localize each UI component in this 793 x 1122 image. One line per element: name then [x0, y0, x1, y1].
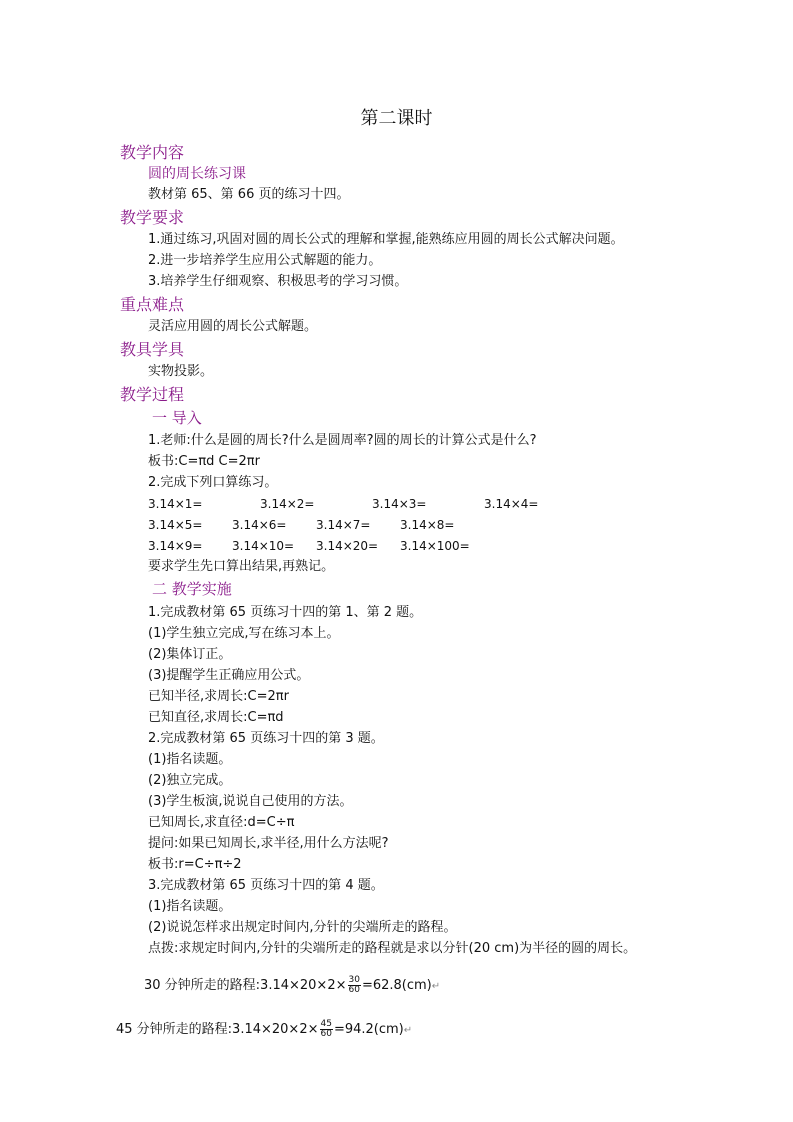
impl-line: 已知周长,求直径:d=C÷π	[148, 815, 295, 830]
intro-after: 要求学生先口算出结果,再熟记。	[148, 559, 335, 574]
impl-line: (3)学生板演,说说自己使用的方法。	[148, 794, 353, 809]
impl-line: 点拨:求规定时间内,分针的尖端所走的路程就是求以分针(20 cm)为半径的圆的周长。	[148, 941, 637, 956]
impl-line: (1)学生独立完成,写在练习本上。	[148, 626, 340, 641]
requirement-item: 1.通过练习,巩固对圆的周长公式的理解和掌握,能熟练应用圆的周长公式解决问题。	[148, 232, 624, 247]
formula-prefix: 30 分钟所走的路程:3.14×20×2×	[144, 978, 347, 993]
formula-suffix: =94.2(cm)	[333, 1022, 404, 1037]
difficulty-text: 灵活应用圆的周长公式解题。	[148, 319, 318, 334]
impl-line: 板书:r=C÷π÷2	[148, 857, 242, 872]
impl-line: (1)指名读题。	[148, 752, 232, 767]
formula-45-minutes	[116, 1020, 412, 1040]
fraction-denominator: 60	[348, 985, 360, 995]
heading-requirements: 教学要求	[120, 208, 185, 227]
return-mark-icon: ↵	[403, 1025, 413, 1036]
tools-text: 实物投影。	[148, 364, 214, 379]
impl-line: (1)指名读题。	[148, 899, 232, 914]
fraction-denominator: 60	[320, 1029, 332, 1039]
calc-item: 3.14×8=	[400, 518, 455, 532]
heading-tools: 教具学具	[120, 340, 185, 359]
calc-item: 3.14×10=	[232, 539, 295, 553]
intro-line: 2.完成下列口算练习。	[148, 475, 278, 490]
calc-item: 3.14×5=	[148, 518, 203, 532]
calc-item: 3.14×9=	[148, 539, 203, 553]
fraction	[348, 976, 361, 995]
intro-line: 1.老师:什么是圆的周长?什么是圆周率?圆的周长的计算公式是什么?	[148, 433, 537, 448]
calc-item: 3.14×2=	[260, 497, 315, 511]
impl-line: 提问:如果已知周长,求半径,用什么方法呢?	[148, 836, 389, 851]
formula-prefix: 45 分钟所走的路程:3.14×20×2×	[116, 1022, 319, 1037]
impl-line: 已知半径,求周长:C=2πr	[148, 689, 289, 704]
calc-item: 3.14×100=	[400, 539, 470, 553]
calc-item: 3.14×4=	[484, 497, 539, 511]
calc-item: 3.14×6=	[232, 518, 287, 532]
calc-item: 3.14×3=	[372, 497, 427, 511]
intro-line: 板书:C=πd C=2πr	[148, 454, 260, 469]
impl-line: 1.完成教材第 65 页练习十四的第 1、第 2 题。	[148, 605, 423, 620]
return-mark-icon: ↵	[431, 981, 441, 992]
requirement-item: 3.培养学生仔细观察、积极思考的学习习惯。	[148, 274, 408, 289]
impl-line: (2)独立完成。	[148, 773, 232, 788]
page-title: 第二课时	[360, 108, 433, 129]
heading-process: 教学过程	[120, 385, 185, 404]
heading-content: 教学内容	[120, 143, 185, 162]
content-text: 教材第 65、第 66 页的练习十四。	[148, 187, 350, 202]
impl-line: 已知直径,求周长:C=πd	[148, 710, 284, 725]
fraction	[320, 1020, 333, 1039]
impl-line: 3.完成教材第 65 页练习十四的第 4 题。	[148, 878, 384, 893]
requirement-item: 2.进一步培养学生应用公式解题的能力。	[148, 253, 382, 268]
impl-line: (2)说说怎样求出规定时间内,分针的尖端所走的路程。	[148, 920, 457, 935]
calc-item: 3.14×1=	[148, 497, 203, 511]
calc-item: 3.14×20=	[316, 539, 379, 553]
impl-line: (2)集体订正。	[148, 647, 232, 662]
calc-item: 3.14×7=	[316, 518, 371, 532]
subheading-content: 圆的周长练习课	[148, 166, 246, 182]
formula-suffix: =62.8(cm)	[361, 978, 432, 993]
impl-line: 2.完成教材第 65 页练习十四的第 3 题。	[148, 731, 384, 746]
heading-difficulty: 重点难点	[120, 295, 185, 314]
formula-30-minutes	[144, 976, 440, 996]
fraction-numerator: 30	[348, 975, 360, 985]
impl-line: (3)提醒学生正确应用公式。	[148, 668, 310, 683]
subheading-implementation: 二 教学实施	[152, 580, 232, 598]
subheading-intro: 一 导入	[152, 409, 202, 427]
fraction-numerator: 45	[320, 1019, 332, 1029]
